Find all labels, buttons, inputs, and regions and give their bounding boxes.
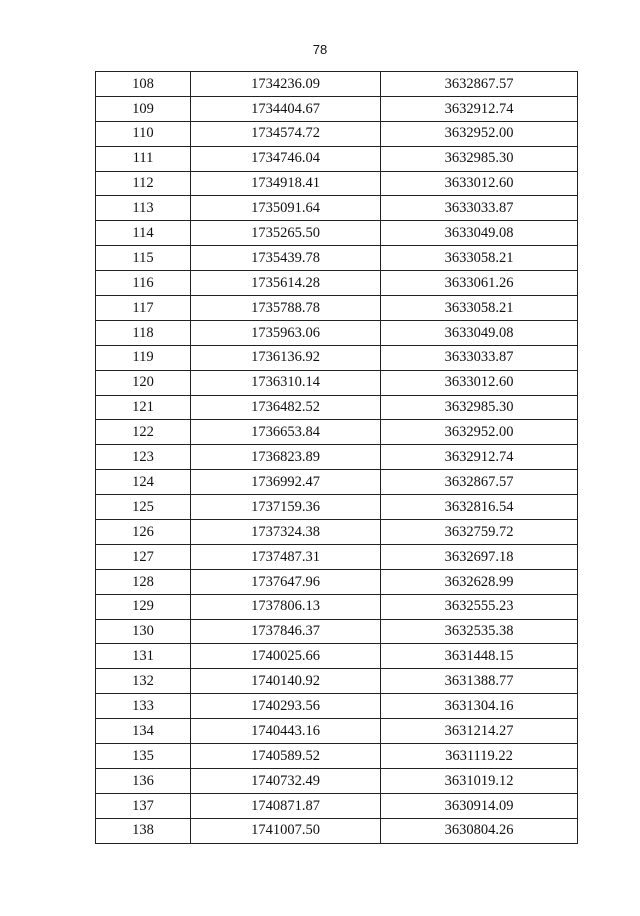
point-number-cell: 133 (96, 694, 191, 719)
y-coordinate-cell: 3632628.99 (381, 569, 578, 594)
y-coordinate-cell: 3632985.30 (381, 146, 578, 171)
y-coordinate-cell: 3631214.27 (381, 719, 578, 744)
point-number-cell: 136 (96, 768, 191, 793)
y-coordinate-cell: 3631448.15 (381, 644, 578, 669)
x-coordinate-cell: 1740293.56 (191, 694, 381, 719)
table-row (96, 669, 578, 694)
y-coordinate-cell: 3633012.60 (381, 370, 578, 395)
x-coordinate-cell: 1737647.96 (191, 569, 381, 594)
table-row (96, 520, 578, 545)
point-number-cell: 109 (96, 96, 191, 121)
table-row (96, 619, 578, 644)
x-coordinate-cell: 1737487.31 (191, 544, 381, 569)
y-coordinate-cell: 3632555.23 (381, 594, 578, 619)
x-coordinate-cell: 1740589.52 (191, 744, 381, 769)
y-coordinate-cell: 3632816.54 (381, 495, 578, 520)
table-row (96, 246, 578, 271)
y-coordinate-cell: 3632535.38 (381, 619, 578, 644)
y-coordinate-cell: 3631388.77 (381, 669, 578, 694)
table-row (96, 768, 578, 793)
point-number-cell: 123 (96, 445, 191, 470)
table-row (96, 221, 578, 246)
table-row (96, 420, 578, 445)
y-coordinate-cell: 3633012.60 (381, 171, 578, 196)
x-coordinate-cell: 1740140.92 (191, 669, 381, 694)
table-row (96, 495, 578, 520)
y-coordinate-cell: 3632952.00 (381, 121, 578, 146)
point-number-cell: 122 (96, 420, 191, 445)
x-coordinate-cell: 1736992.47 (191, 470, 381, 495)
y-coordinate-cell: 3632912.74 (381, 96, 578, 121)
y-coordinate-cell: 3633061.26 (381, 271, 578, 296)
point-number-cell: 126 (96, 520, 191, 545)
point-number-cell: 125 (96, 495, 191, 520)
table-row (96, 196, 578, 221)
point-number-cell: 113 (96, 196, 191, 221)
table-row (96, 72, 578, 97)
table-row (96, 644, 578, 669)
y-coordinate-cell: 3633058.21 (381, 246, 578, 271)
point-number-cell: 119 (96, 345, 191, 370)
table-row (96, 793, 578, 818)
coordinates-table-body (96, 72, 578, 844)
point-number-cell: 128 (96, 569, 191, 594)
point-number-cell: 112 (96, 171, 191, 196)
page-number: 78 (312, 42, 328, 57)
x-coordinate-cell: 1736310.14 (191, 370, 381, 395)
table-row (96, 470, 578, 495)
y-coordinate-cell: 3633049.08 (381, 320, 578, 345)
x-coordinate-cell: 1735963.06 (191, 320, 381, 345)
point-number-cell: 116 (96, 271, 191, 296)
x-coordinate-cell: 1736653.84 (191, 420, 381, 445)
x-coordinate-cell: 1736482.52 (191, 395, 381, 420)
point-number-cell: 129 (96, 594, 191, 619)
y-coordinate-cell: 3633058.21 (381, 296, 578, 321)
table-row (96, 395, 578, 420)
table-row (96, 146, 578, 171)
x-coordinate-cell: 1735614.28 (191, 271, 381, 296)
y-coordinate-cell: 3632867.57 (381, 72, 578, 97)
y-coordinate-cell: 3630914.09 (381, 793, 578, 818)
y-coordinate-cell: 3633033.87 (381, 196, 578, 221)
table-row (96, 171, 578, 196)
point-number-cell: 131 (96, 644, 191, 669)
point-number-cell: 120 (96, 370, 191, 395)
x-coordinate-cell: 1737846.37 (191, 619, 381, 644)
y-coordinate-cell: 3631019.12 (381, 768, 578, 793)
x-coordinate-cell: 1735788.78 (191, 296, 381, 321)
point-number-cell: 137 (96, 793, 191, 818)
x-coordinate-cell: 1736136.92 (191, 345, 381, 370)
point-number-cell: 124 (96, 470, 191, 495)
point-number-cell: 115 (96, 246, 191, 271)
y-coordinate-cell: 3633049.08 (381, 221, 578, 246)
y-coordinate-cell: 3631304.16 (381, 694, 578, 719)
table-row (96, 544, 578, 569)
x-coordinate-cell: 1735091.64 (191, 196, 381, 221)
y-coordinate-cell: 3632697.18 (381, 544, 578, 569)
point-number-cell: 110 (96, 121, 191, 146)
point-number-cell: 108 (96, 72, 191, 97)
point-number-cell: 135 (96, 744, 191, 769)
point-number-cell: 121 (96, 395, 191, 420)
table-row (96, 296, 578, 321)
table-row (96, 121, 578, 146)
table-row (96, 445, 578, 470)
x-coordinate-cell: 1737159.36 (191, 495, 381, 520)
table-row (96, 744, 578, 769)
x-coordinate-cell: 1741007.50 (191, 818, 381, 843)
table-row (96, 345, 578, 370)
x-coordinate-cell: 1737806.13 (191, 594, 381, 619)
point-number-cell: 118 (96, 320, 191, 345)
point-number-cell: 130 (96, 619, 191, 644)
x-coordinate-cell: 1734746.04 (191, 146, 381, 171)
point-number-cell: 114 (96, 221, 191, 246)
x-coordinate-cell: 1734404.67 (191, 96, 381, 121)
coordinates-table (95, 71, 578, 844)
table-row (96, 370, 578, 395)
y-coordinate-cell: 3631119.22 (381, 744, 578, 769)
x-coordinate-cell: 1734574.72 (191, 121, 381, 146)
table-row (96, 569, 578, 594)
table-row (96, 96, 578, 121)
y-coordinate-cell: 3633033.87 (381, 345, 578, 370)
y-coordinate-cell: 3632867.57 (381, 470, 578, 495)
y-coordinate-cell: 3632912.74 (381, 445, 578, 470)
x-coordinate-cell: 1735265.50 (191, 221, 381, 246)
x-coordinate-cell: 1737324.38 (191, 520, 381, 545)
y-coordinate-cell: 3632759.72 (381, 520, 578, 545)
x-coordinate-cell: 1740732.49 (191, 768, 381, 793)
point-number-cell: 127 (96, 544, 191, 569)
x-coordinate-cell: 1740025.66 (191, 644, 381, 669)
point-number-cell: 111 (96, 146, 191, 171)
x-coordinate-cell: 1740443.16 (191, 719, 381, 744)
x-coordinate-cell: 1734236.09 (191, 72, 381, 97)
table-row (96, 271, 578, 296)
table-row (96, 694, 578, 719)
y-coordinate-cell: 3630804.26 (381, 818, 578, 843)
point-number-cell: 117 (96, 296, 191, 321)
point-number-cell: 132 (96, 669, 191, 694)
x-coordinate-cell: 1734918.41 (191, 171, 381, 196)
table-row (96, 818, 578, 843)
point-number-cell: 138 (96, 818, 191, 843)
y-coordinate-cell: 3632985.30 (381, 395, 578, 420)
x-coordinate-cell: 1735439.78 (191, 246, 381, 271)
x-coordinate-cell: 1736823.89 (191, 445, 381, 470)
point-number-cell: 134 (96, 719, 191, 744)
y-coordinate-cell: 3632952.00 (381, 420, 578, 445)
x-coordinate-cell: 1740871.87 (191, 793, 381, 818)
table-row (96, 320, 578, 345)
table-row (96, 719, 578, 744)
table-row (96, 594, 578, 619)
